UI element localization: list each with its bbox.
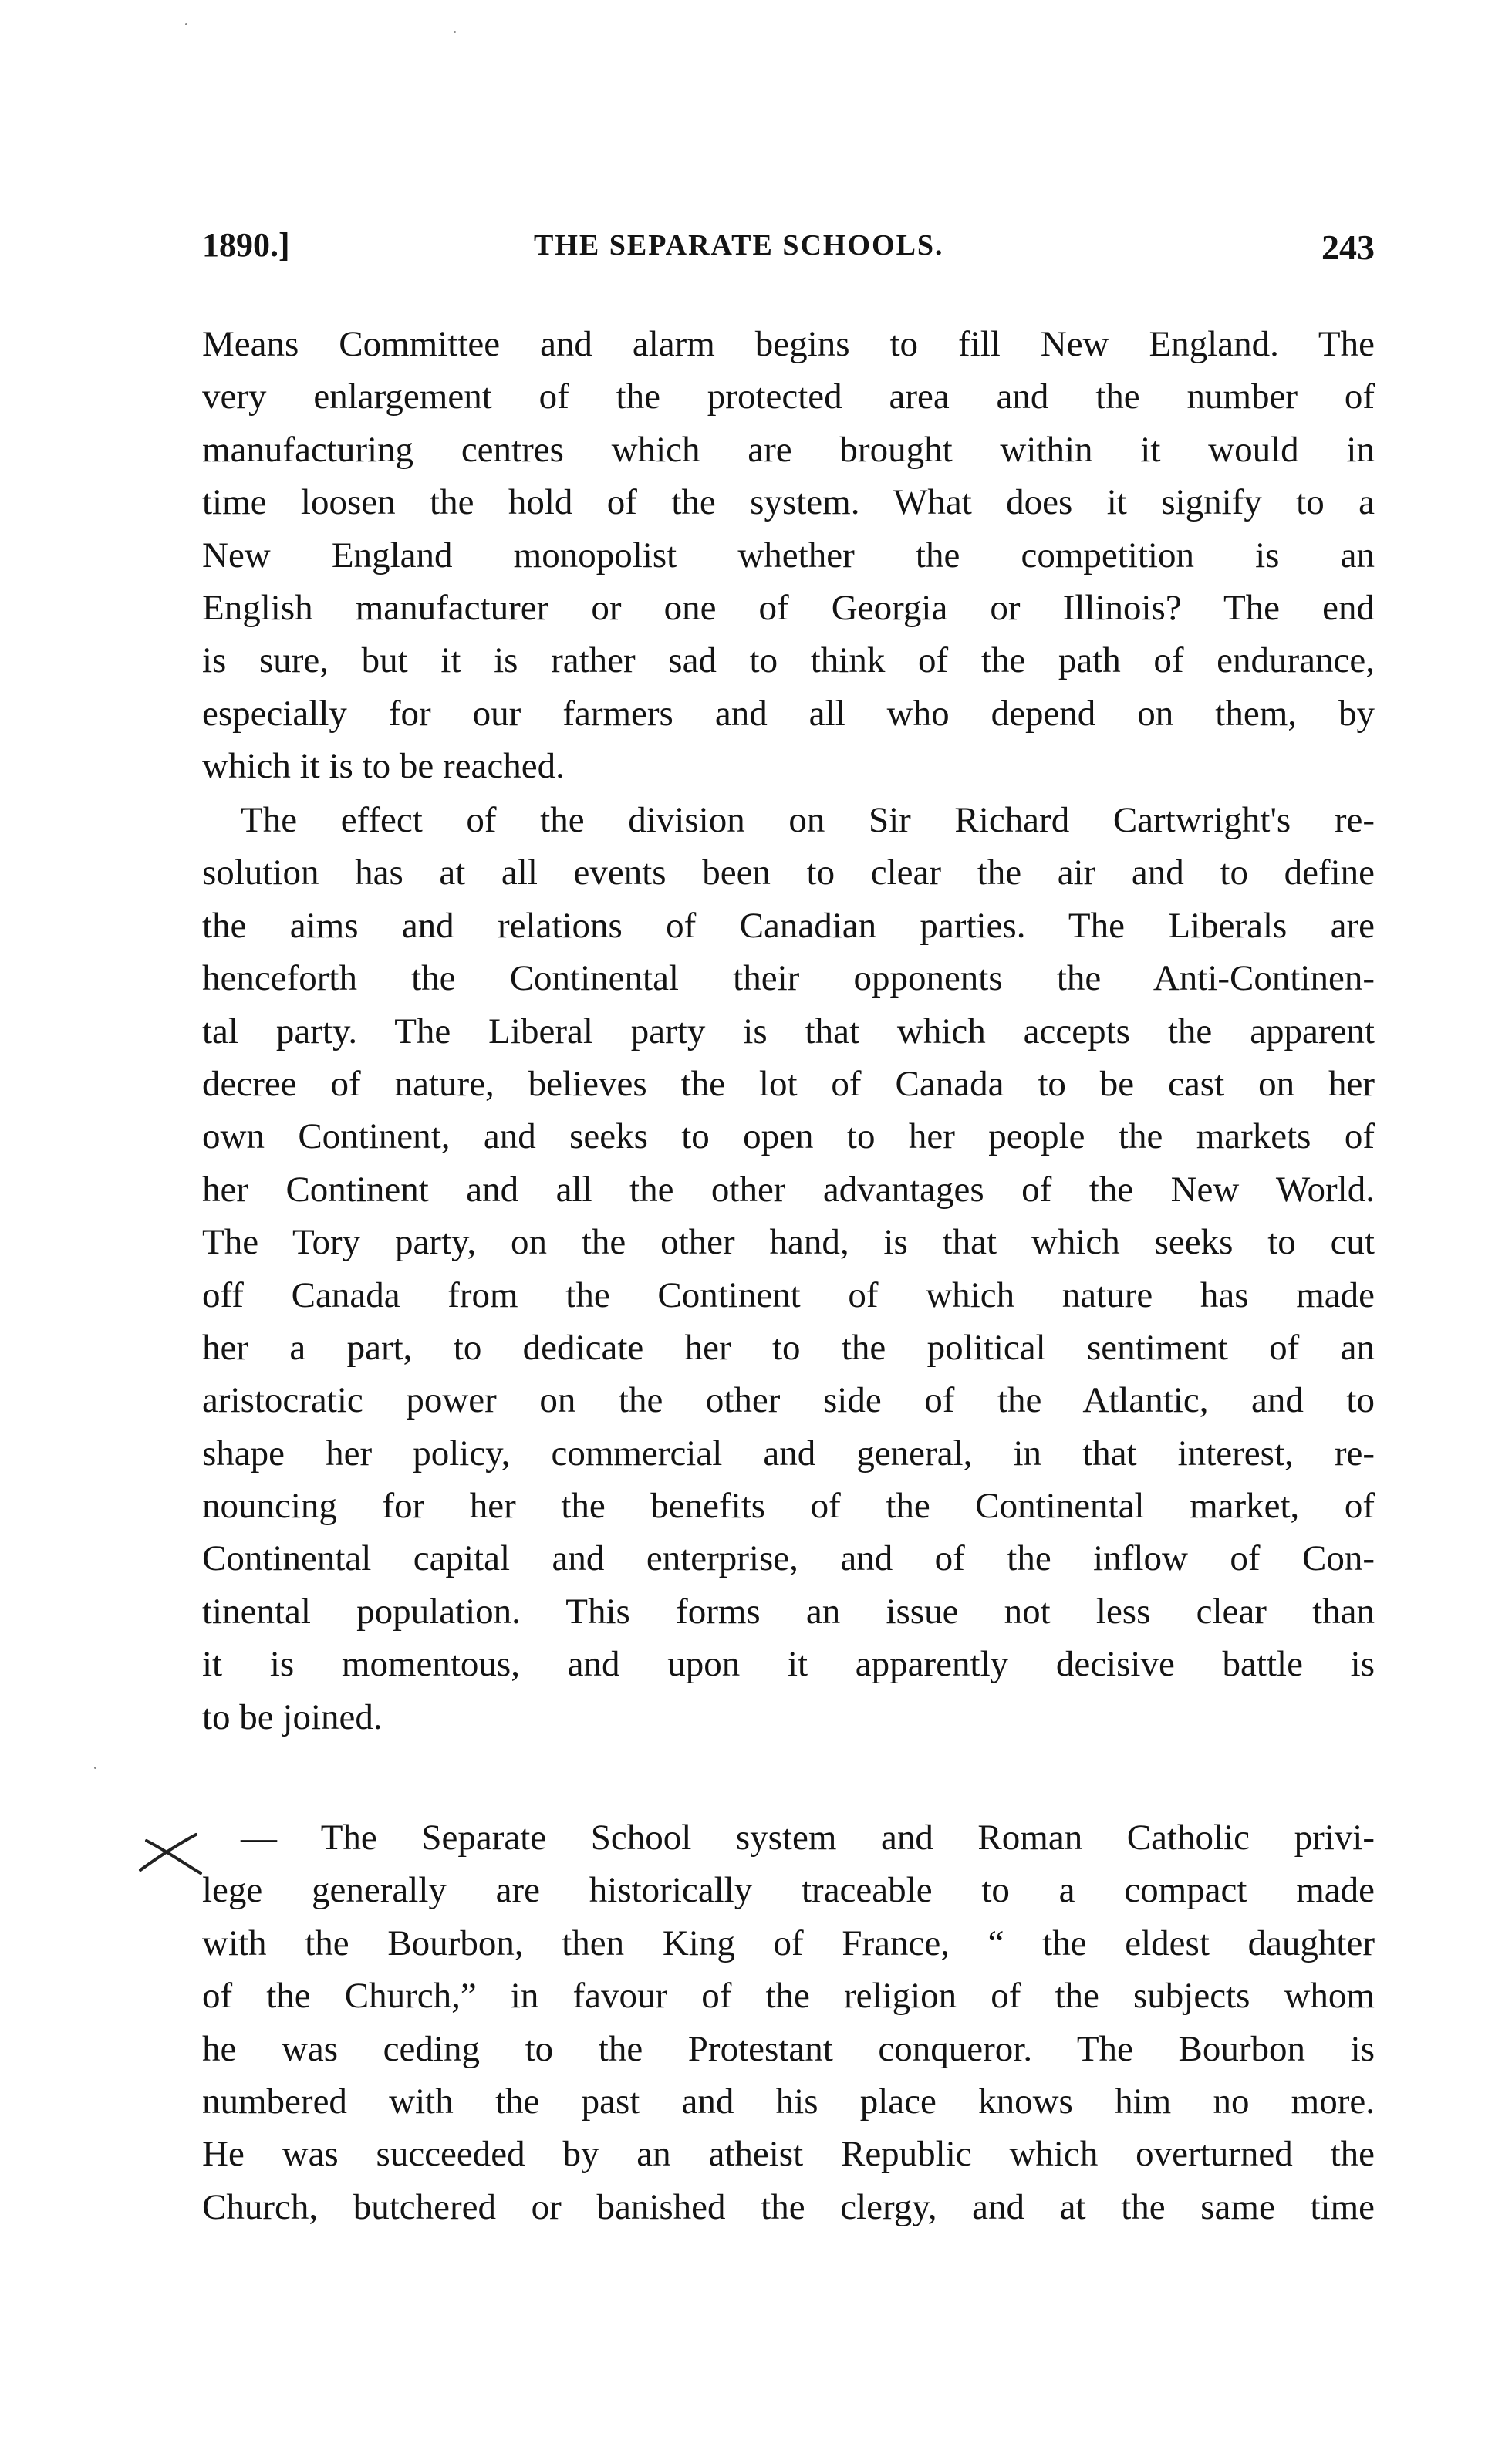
- text-line: very enlargement of the protected area and the number of: [202, 376, 1375, 417]
- text-line: of the Church,” in favour of the religion of the subjects whom: [202, 1976, 1375, 2017]
- text-line: nouncing for her the benefits of the Continental market, of: [202, 1486, 1375, 1527]
- running-head-year: 1890.]: [202, 226, 290, 264]
- text-line: numbered with the past and his place knows him no more.: [202, 2081, 1375, 2122]
- text-line: He was succeeded by an atheist Republic which overturned the: [202, 2134, 1375, 2175]
- text-line: Continental capital and enterprise, and of the inflow of Con-: [202, 1538, 1375, 1579]
- running-head: [202, 225, 1375, 279]
- text-line: which it is to be reached.: [202, 746, 565, 787]
- page-number: 243: [1321, 228, 1375, 267]
- text-line: her Continent and all the other advantages of the New World.: [202, 1169, 1375, 1210]
- paragraph: [202, 1811, 1375, 2233]
- text-line: henceforth the Continental their opponents the Anti-Continen-: [202, 958, 1375, 999]
- text-line: tinental population. This forms an issue not less clear than: [202, 1591, 1375, 1632]
- text-line: to be joined.: [202, 1696, 383, 1737]
- text-line: lege generally are historically traceable to a compact made: [202, 1870, 1375, 1911]
- paragraph: [202, 794, 1375, 1744]
- text-line: her a part, to dedicate her to the political sentiment of an: [202, 1327, 1375, 1368]
- text-line: New England monopolist whether the competition is an: [202, 535, 1375, 576]
- text-line: decree of nature, believes the lot of Canada to be cast on her: [202, 1063, 1375, 1104]
- text-line: especially for our farmers and all who depend on them, by: [202, 693, 1375, 734]
- margin-cross-mark: [136, 1830, 205, 1876]
- text-line: Means Committee and alarm begins to fill New England. The: [202, 324, 1375, 364]
- running-head-title: THE SEPARATE SCHOOLS.: [534, 229, 944, 262]
- text-line: tal party. The Liberal party is that which accepts the apparent: [202, 1011, 1375, 1052]
- text-line: shape her policy, commercial and general, in that interest, re-: [202, 1433, 1375, 1474]
- text-line: The effect of the division on Sir Richard Cartwright's re-: [241, 800, 1375, 840]
- text-line: — The Separate School system and Roman Catholic privi-: [241, 1818, 1375, 1858]
- text-line: is sure, but it is rather sad to think of the path of endurance,: [202, 640, 1375, 681]
- text-line: off Canada from the Continent of which nature has made: [202, 1274, 1375, 1315]
- text-line: aristocratic power on the other side of the Atlantic, and to: [202, 1380, 1375, 1421]
- text-line: English manufacturer or one of Georgia or Illinois? The end: [202, 587, 1375, 628]
- text-line: own Continent, and seeks to open to her people the markets of: [202, 1116, 1375, 1157]
- text-line: Church, butchered or banished the clergy, and at the same time: [202, 2186, 1375, 2227]
- text-line: the aims and relations of Canadian parties. The Liberals are: [202, 905, 1375, 946]
- speck: [185, 23, 187, 25]
- text-line: solution has at all events been to clear the air and to define: [202, 852, 1375, 893]
- text-line: it is momentous, and upon it apparently decisive battle is: [202, 1644, 1375, 1685]
- speck: [454, 31, 456, 33]
- text-line: with the Bourbon, then King of France, “ the eldest daughter: [202, 1923, 1375, 1963]
- speck: [94, 1767, 96, 1769]
- text-line: The Tory party, on the other hand, is that which seeks to cut: [202, 1222, 1375, 1263]
- text-line: time loosen the hold of the system. What does it signify to a: [202, 482, 1375, 523]
- text-line: manufacturing centres which are brought within it would in: [202, 429, 1375, 470]
- paragraph: [202, 318, 1375, 793]
- text-line: he was ceding to the Protestant conqueror. The Bourbon is: [202, 2028, 1375, 2069]
